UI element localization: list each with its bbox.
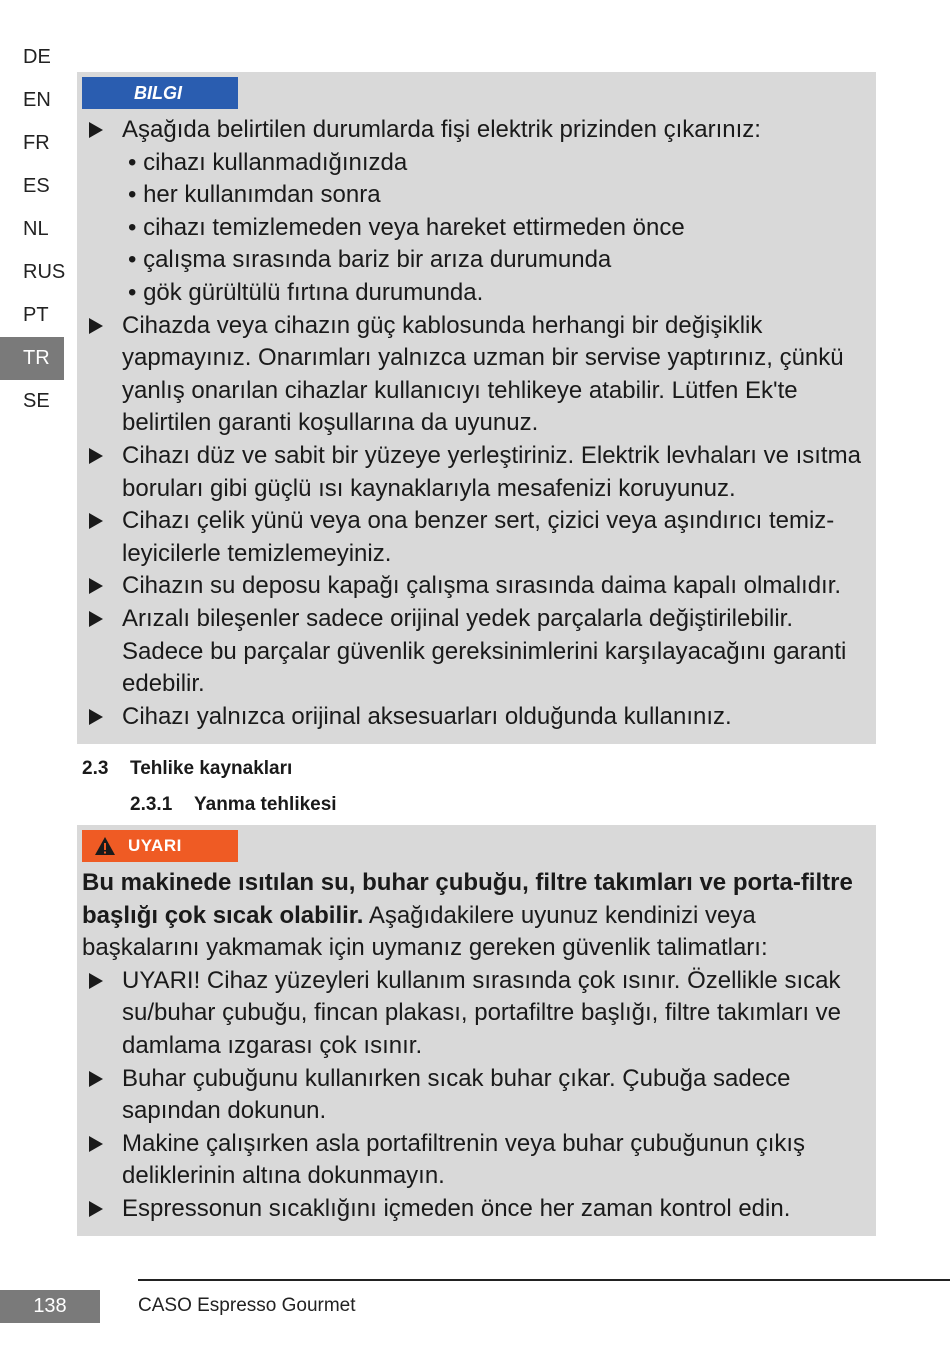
bullet-arrow-icon (89, 1201, 103, 1217)
info-item-text: Cihazın su deposu kapağı çalışma sırasında daima kapalı olmalıdır. (122, 572, 842, 600)
warning-intro-bold: Bu makinede ısıtılan su, buhar çubuğu, filtre takımları ve porta-filtre başlığı çok sıcak olabilir. (82, 869, 853, 929)
info-item (77, 701, 876, 734)
subsection-number: 2.3.1 (130, 794, 173, 815)
lang-item-se[interactable]: SE (23, 390, 50, 412)
bullet-arrow-icon (89, 1136, 103, 1152)
page-number: 138 (0, 1290, 100, 1323)
lang-item-es[interactable]: ES (23, 175, 50, 197)
warning-item-text: Buhar çubuğunu kullanırken sıcak buhar çıkar. Çubuğa sadece sapından dokunun. (122, 1064, 791, 1125)
sub-item: • cihazı temizlemeden veya hareket ettirmeden önce (128, 213, 685, 241)
section-number: 2.3 (82, 758, 109, 779)
bullet-arrow-icon (89, 1071, 103, 1087)
warning-tag (82, 830, 238, 862)
warning-item (77, 965, 876, 1063)
bullet-arrow-icon (89, 122, 103, 138)
lang-item-rus[interactable]: RUS (23, 261, 66, 283)
bullet-arrow-icon (89, 611, 103, 627)
warning-item-text: Espressonun sıcaklığını içmeden önce her zaman kontrol edin. (122, 1194, 791, 1222)
info-tag: BILGI (82, 77, 238, 109)
bullet-arrow-icon (89, 448, 103, 464)
bullet-arrow-icon (89, 709, 103, 725)
warning-intro (77, 867, 876, 965)
warning-intro-rest: Aşağıdakilere uyunuz kendinizi veya başkalarını yakmamak için uymanız gereken güvenlik talimatları: (82, 901, 768, 962)
sub-item: • çalışma sırasında bariz bir arıza durumunda (128, 246, 612, 274)
warning-box (77, 825, 876, 1236)
footer-divider (138, 1279, 950, 1281)
info-item-text: Arızalı bileşenler sadece orijinal yedek parçalarla değiştirilebilir. Sadece bu parçalar güvenlik gereksinimlerini karşılayacağını garanti edebilir. (122, 604, 847, 698)
warning-item (77, 1063, 876, 1128)
sub-item: • cihazı kullanmadığınızda (128, 148, 408, 176)
bullet-arrow-icon (89, 578, 103, 594)
lang-item-nl[interactable]: NL (23, 218, 49, 240)
language-nav (0, 36, 64, 423)
footer-title: CASO Espresso Gourmet (138, 1295, 356, 1316)
lang-item-pt[interactable]: PT (23, 304, 49, 326)
warning-item-text: UYARI! Cihaz yüzeyleri kullanım sırasında çok ısınır. Özellikle sıcak su/buhar çubuğu, fincan plakası, portafiltre başlığı, filtre takımları ve damlama ızgarası çok ısınır. (122, 966, 842, 1059)
warning-tag-label: UYARI (128, 836, 182, 855)
info-item (77, 310, 876, 440)
info-item (77, 440, 876, 505)
info-item (77, 570, 876, 603)
lang-item-en[interactable]: EN (23, 89, 51, 111)
section-title: Tehlike kaynakları (130, 758, 293, 779)
lang-item-de[interactable]: DE (23, 46, 51, 68)
info-item-text: Cihazda veya cihazın güç kablosunda herhangi bir değişiklik yapmayınız. Onarımları yalnızca uzman bir servise yaptırınız, çünkü yanlış onarılan cihazlar kullanıcıyı tehlikeye atabilir. Lütfen Ek'te belirtilen garanti koşullarına da uyunuz. (122, 311, 844, 437)
sub-item: • her kullanımdan sonra (128, 181, 381, 209)
lang-item-tr[interactable]: TR (0, 337, 64, 380)
info-item-text: Aşağıda belirtilen durumlarda fişi elektrik prizinden çıkarınız: (122, 116, 761, 143)
bullet-arrow-icon (89, 973, 103, 989)
section-heading (82, 758, 292, 780)
info-item (77, 114, 876, 310)
lang-item-fr[interactable]: FR (23, 132, 50, 154)
info-item-text: Cihazı çelik yünü veya ona benzer sert, çizici veya aşındırıcı temiz-leyicilerle temizlemeyiniz. (122, 507, 835, 567)
info-item (77, 603, 876, 701)
warning-triangle-icon (94, 836, 116, 856)
info-item-text: Cihazı düz ve sabit bir yüzeye yerleştiriniz. Elektrik levhaları ve ısıtma boruları gibi güçlü ısı kaynaklarıyla mesafenizi koruyunuz. (122, 441, 861, 502)
warning-item-text: Makine çalışırken asla portafiltrenin veya buhar çubuğunun çıkış deliklerinin altına dokunmayın. (122, 1129, 806, 1190)
warning-item (77, 1128, 876, 1193)
sub-item: • gök gürültülü fırtına durumunda. (128, 278, 484, 306)
warning-content (77, 867, 876, 1226)
subsection-heading (130, 794, 337, 816)
info-content (77, 114, 876, 733)
bullet-arrow-icon (89, 318, 103, 334)
subsection-title: Yanma tehlikesi (194, 794, 337, 815)
bullet-arrow-icon (89, 513, 103, 529)
info-item (77, 505, 876, 570)
warning-item (77, 1193, 876, 1226)
info-box (77, 72, 876, 744)
info-item-text: Cihazı yalnızca orijinal aksesuarları olduğunda kullanınız. (122, 702, 732, 730)
